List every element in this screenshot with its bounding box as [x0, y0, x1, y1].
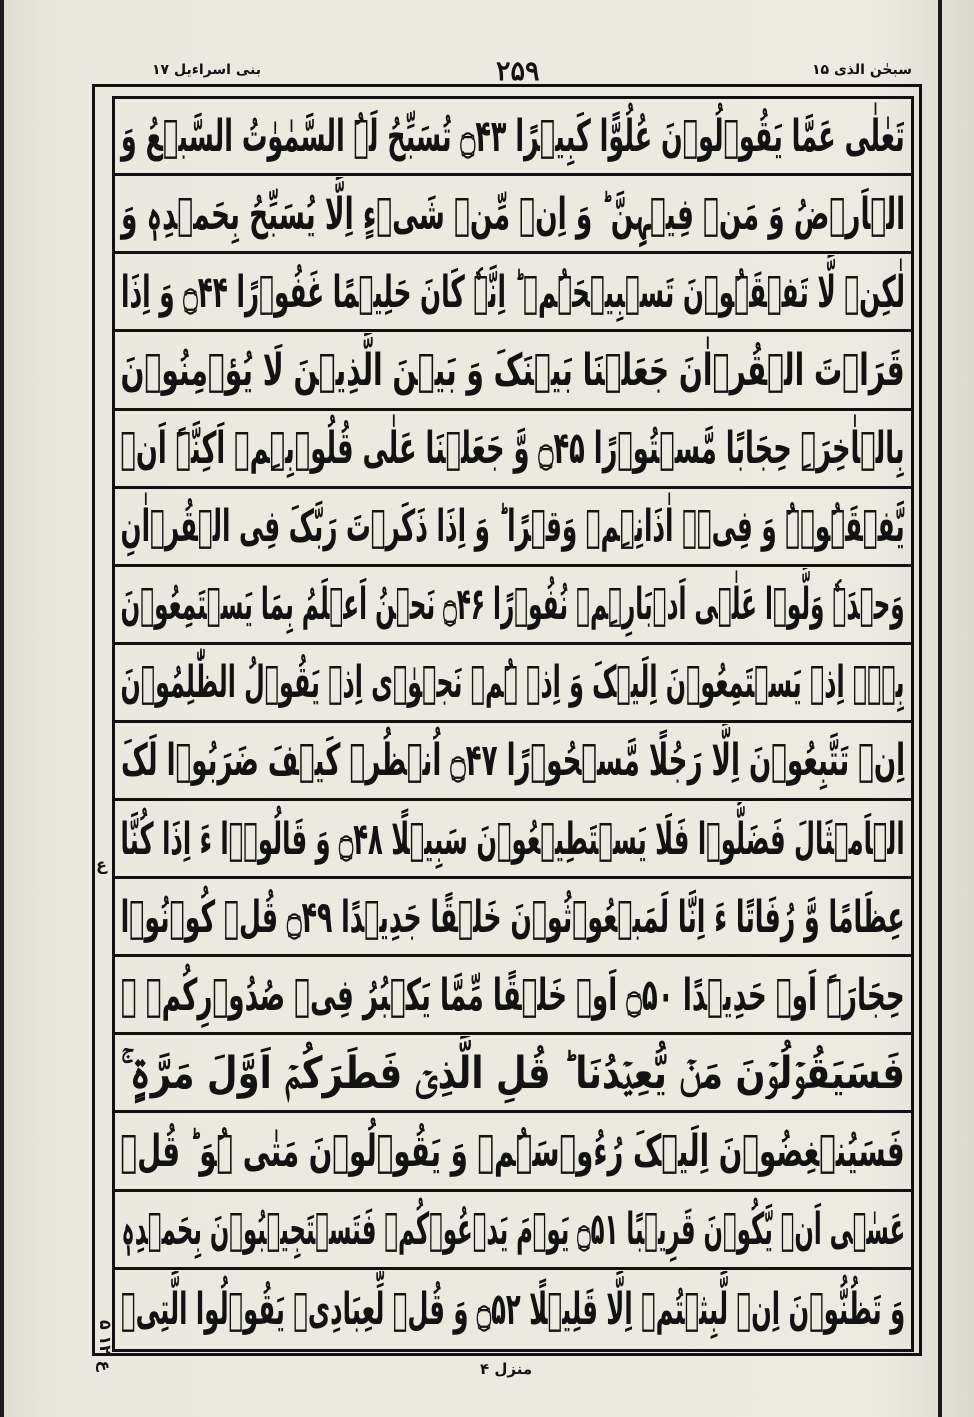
line-text: فَسَیُنۡغِضُوۡنَ اِلَیۡکَ رُءُوۡسَہُمۡ وَ یَقُوۡلُوۡنَ مَتٰی ہُوَ ؕ قُلۡ — [120, 1125, 906, 1177]
line-text: یَّفۡقَہُوۡہُ وَ فِیۡۤ اٰذَانِہِمۡ وَقۡرًا ؕ وَ اِذَا ذَکَرۡتَ رَبَّکَ فِی الۡقُرۡاٰنِ — [120, 501, 906, 553]
line-text: حِجَارَۃً اَوۡ حَدِیۡدًا ۝۵۰ اَوۡ خَلۡقًا مِّمَّا یَکۡبُرُ فِیۡ صُدُوۡرِکُمۡ ۚ — [121, 969, 905, 1021]
text-line — [115, 880, 911, 957]
text-lines — [115, 99, 911, 1349]
ruku-mark-bottom: ع ۱۲ ۵ — [96, 1320, 115, 1372]
manzil-footer: منزل ۴ — [480, 1360, 533, 1378]
text-line — [115, 646, 911, 723]
line-text: تَعٰلٰی عَمَّا یَقُوۡلُوۡنَ عُلُوًّا کَبِیۡرًا ۝۴۳ تُسَبِّحُ لَہُ السَّمٰوٰتُ السَّبۡعُ وَ — [121, 110, 905, 162]
header-para-name: سبحٰن الذی ۱۵ — [812, 62, 912, 78]
text-line — [115, 1114, 911, 1191]
text-line — [115, 177, 911, 254]
line-text: لٰکِنۡ لَّا تَفۡقَہُوۡنَ تَسۡبِیۡحَہُمۡ ؕ اِنَّہٗ کَانَ حَلِیۡمًا غَفُوۡرًا ۝۴۴ وَ اِذَا — [120, 266, 906, 318]
line-text: الۡاَمۡثَالَ فَضَلُّوۡا فَلَا یَسۡتَطِیۡعُوۡنَ سَبِیۡلًا ۝۴۸ وَ قَالُوۡۤا ءَ اِذَا کُنَّا — [120, 813, 906, 865]
line-text: فَسَیَقُوۡلُوۡنَ مَنۡ یُّعِیۡدُنَا ؕ قُلِ الَّذِیۡ فَطَرَکُمۡ اَوَّلَ مَرَّۃٍ ۚ — [121, 1047, 905, 1099]
text-line — [115, 333, 911, 410]
line-text: عِظَامًا وَّ رُفَاتًا ءَ اِنَّا لَمَبۡعُوۡثُوۡنَ خَلۡقًا جَدِیۡدًا ۝۴۹ قُلۡ کُوۡنُوۡا — [120, 891, 906, 943]
line-text: بِہٖۤ اِذۡ یَسۡتَمِعُوۡنَ اِلَیۡکَ وَ اِذۡ ہُمۡ نَجۡوٰۤی اِذۡ یَقُوۡلُ الظّٰلِمُوۡنَ — [120, 657, 906, 709]
line-text: وَحۡدَہٗ وَلَّوۡا عَلٰۤی اَدۡبَارِہِمۡ نُفُوۡرًا ۝۴۶ نَحۡنُ اَعۡلَمُ بِمَا یَسۡتَمِعُوۡنَ — [120, 579, 906, 631]
text-line — [115, 411, 911, 488]
binding-line-left — [0, 0, 4, 1417]
line-text: اِنۡ تَتَّبِعُوۡنَ اِلَّا رَجُلًا مَّسۡحُوۡرًا ۝۴۷ اُنۡظُرۡ کَیۡفَ ضَرَبُوۡا لَکَ — [120, 735, 906, 787]
line-text: بِالۡاٰخِرَۃِ حِجَابًا مَّسۡتُوۡرًا ۝۴۵ وَّ جَعَلۡنَا عَلٰی قُلُوۡبِہِمۡ اَکِنَّۃً اَنۡ — [120, 423, 906, 475]
ruku-mark: ع — [96, 855, 107, 874]
text-line — [115, 724, 911, 801]
text-line — [115, 1036, 911, 1113]
text-line — [115, 99, 911, 176]
text-line — [115, 255, 911, 332]
line-text: وَ تَظُنُّوۡنَ اِنۡ لَّبِثۡتُمۡ اِلَّا قَلِیۡلًا ۝۵۲ وَ قُلۡ لِّعِبَادِیۡ یَقُوۡلُوا الَّتِیۡ — [120, 1283, 906, 1335]
binding-line-right — [938, 0, 942, 1417]
text-line — [115, 1271, 911, 1348]
line-text: عَسٰۤی اَنۡ یَّکُوۡنَ قَرِیۡبًا ۝۵۱ یَوۡمَ یَدۡعُوۡکُمۡ فَتَسۡتَجِیۡبُوۡنَ بِحَمۡدِہٖ — [121, 1204, 905, 1256]
header-surah-name: بنی اسراءیل ۱۷ — [152, 62, 261, 78]
line-text: الۡاَرۡضُ وَ مَنۡ فِیۡہِنَّ ؕ وَ اِنۡ مِّنۡ شَیۡءٍ اِلَّا یُسَبِّحُ بِحَمۡدِہٖ وَ — [120, 188, 906, 240]
line-text: قَرَاۡتَ الۡقُرۡاٰنَ جَعَلۡنَا بَیۡنَکَ وَ بَیۡنَ الَّذِیۡنَ لَا یُؤۡمِنُوۡنَ — [120, 344, 906, 396]
text-line — [115, 958, 911, 1035]
text-line — [115, 568, 911, 645]
text-line — [115, 802, 911, 879]
text-line — [115, 490, 911, 567]
page-number: ۲۵۹ — [496, 56, 540, 87]
text-line — [115, 1192, 911, 1269]
